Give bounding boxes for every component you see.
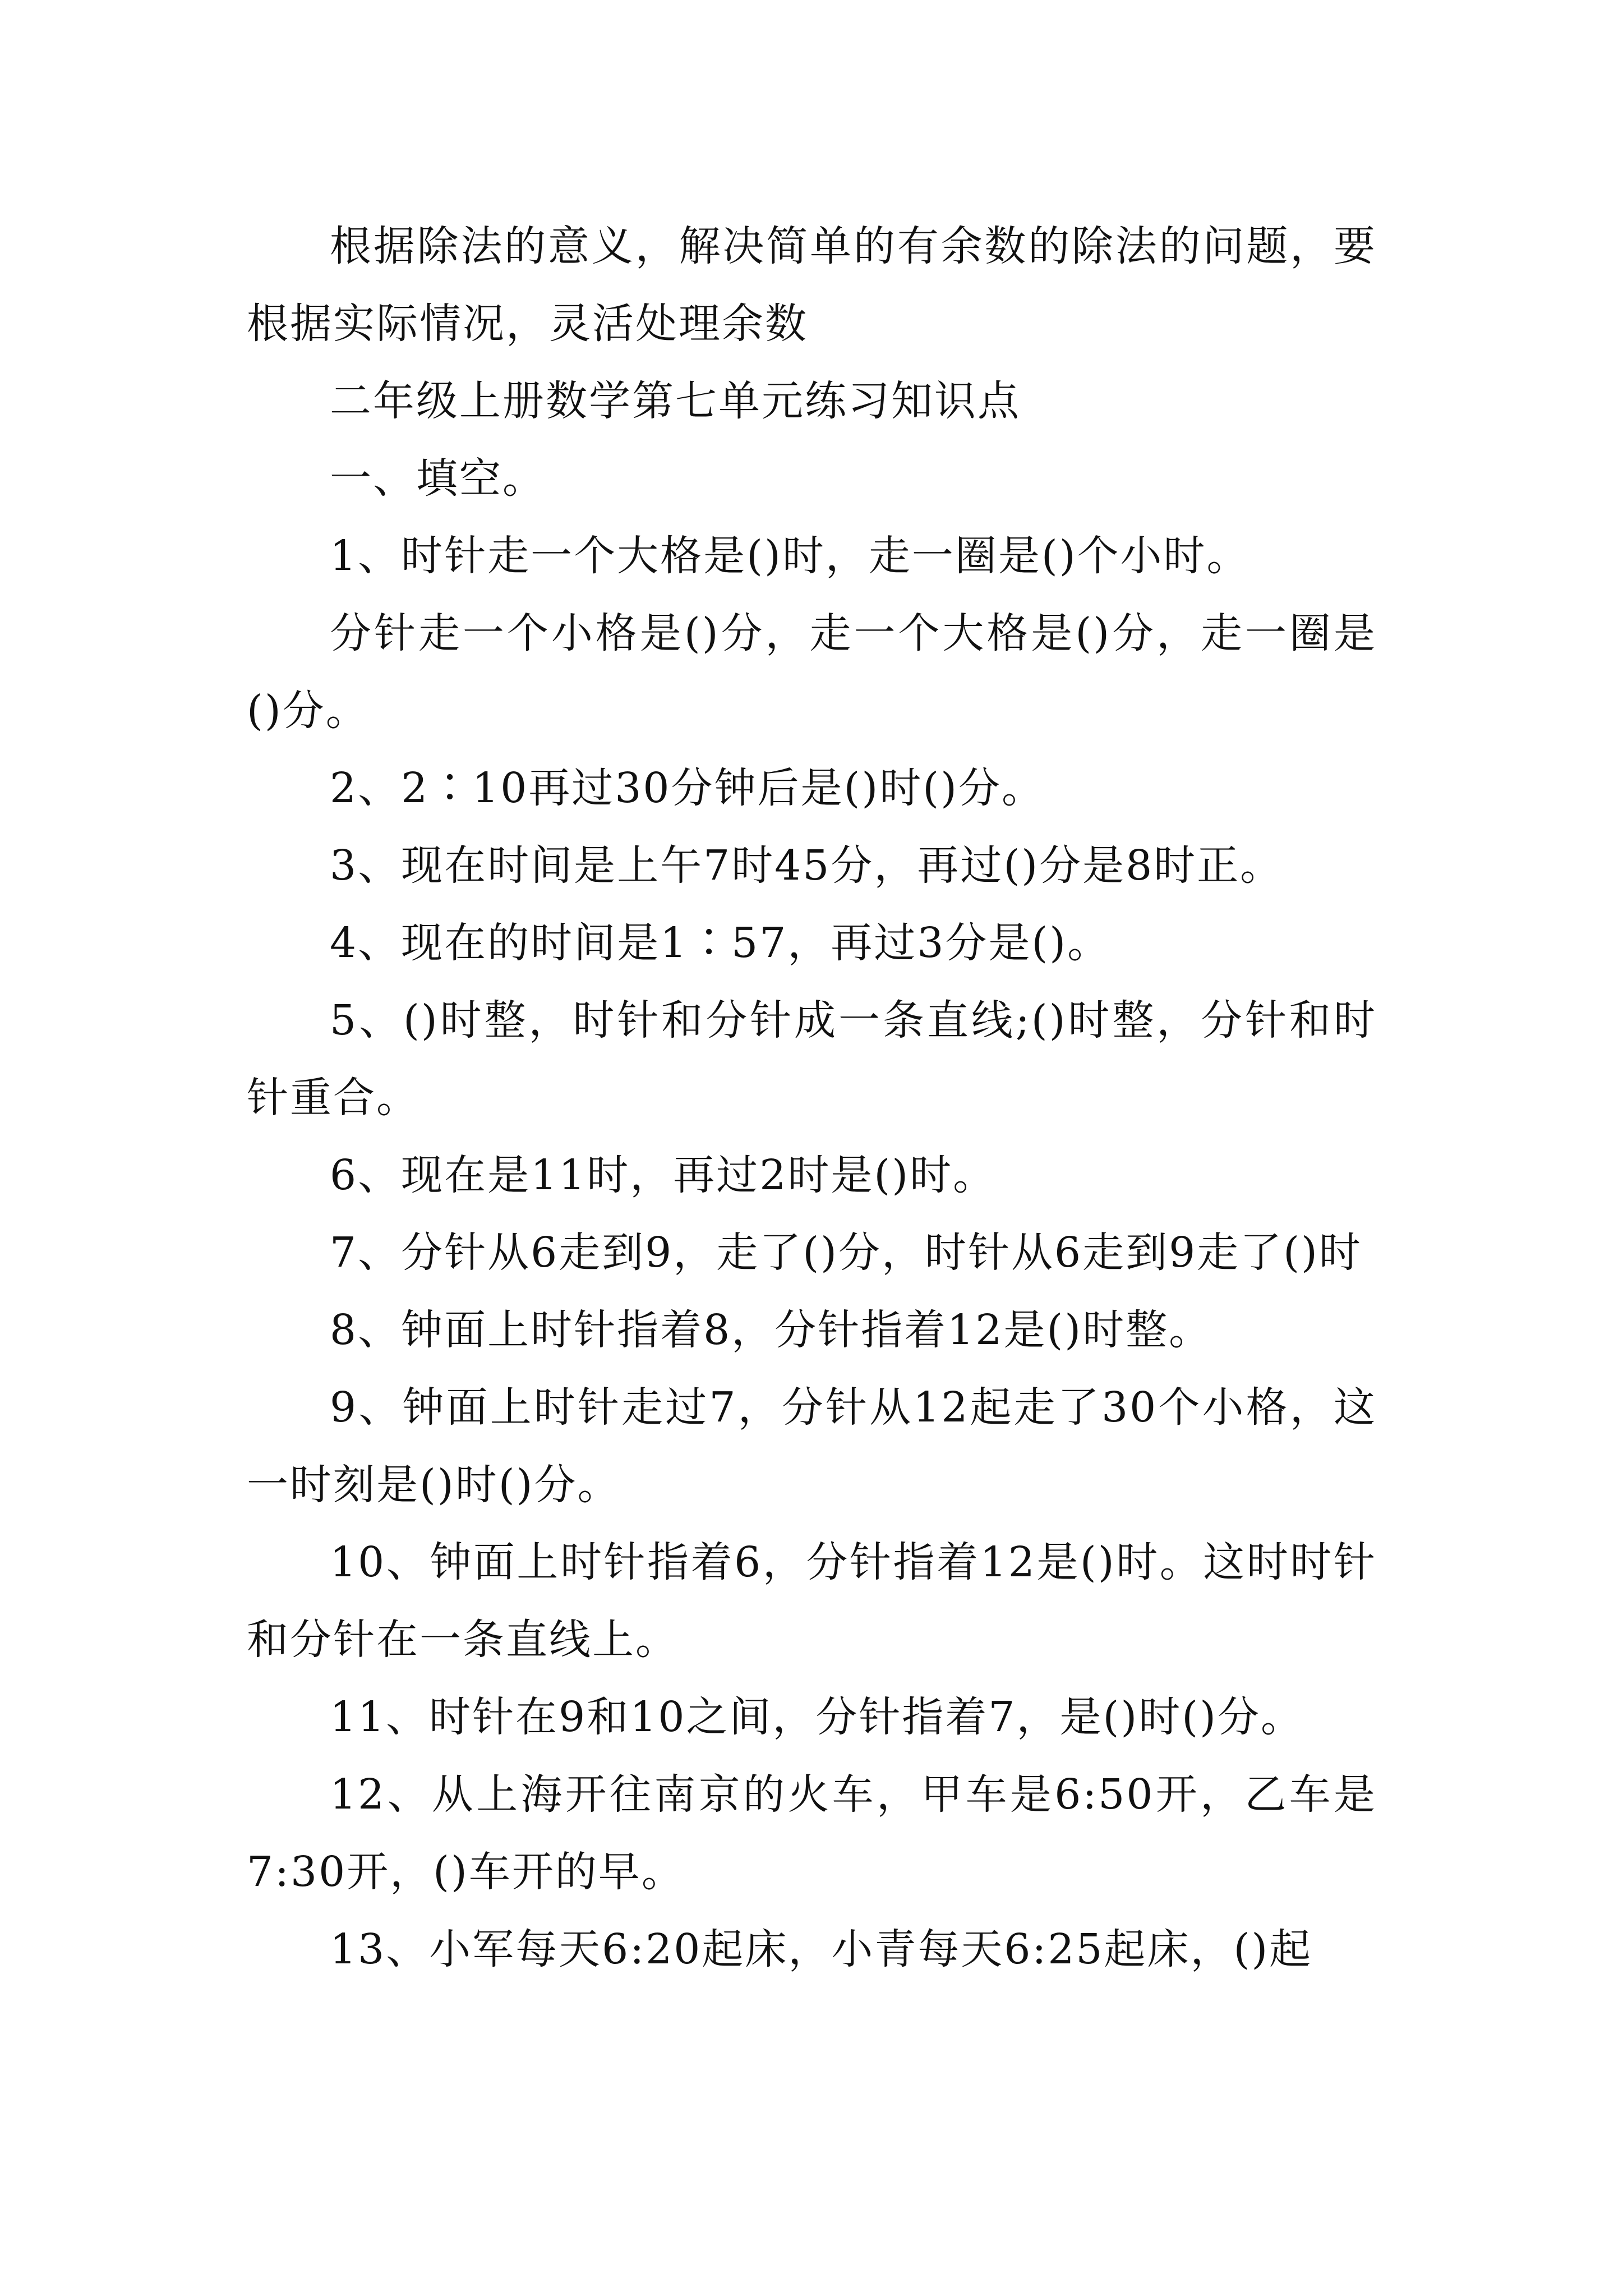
question-8: 8、钟面上时针指着8，分针指着12是()时整。: [330, 1306, 1212, 1354]
question-12: 12、从上海开往南京的火车，甲车是6:50开，乙车是7:30开，()车开的早。: [247, 1770, 1377, 1896]
question-7: 7、分针从6走到9，走了()分，时针从6走到9走了()时: [330, 1228, 1362, 1277]
question-13: 13、小军每天6:20起床，小青每天6:25起床，()起: [330, 1925, 1313, 1973]
question-9: 9、钟面上时针走过7，分针从12起走了30个小格，这一时刻是()时()分。: [247, 1383, 1377, 1509]
section-title: 二年级上册数学第七单元练习知识点: [330, 377, 1021, 425]
document-body: [247, 208, 1377, 1988]
question-6: 6、现在是11时，再过2时是()时。: [330, 1151, 997, 1199]
question-11: 11、时针在9和10之间，分针指着7，是()时()分。: [330, 1693, 1304, 1741]
question-1-continued: 分针走一个小格是()分，走一个大格是()分，走一圈是()分。: [247, 609, 1377, 735]
question-5: 5、()时整，时针和分针成一条直线;()时整，分针和时针重合。: [247, 996, 1377, 1122]
question-3: 3、现在时间是上午7时45分，再过()分是8时正。: [330, 841, 1284, 890]
question-4: 4、现在的时间是1∶57，再过3分是()。: [330, 919, 1111, 967]
question-10: 10、钟面上时针指着6，分针指着12是()时。这时时针和分针在一条直线上。: [247, 1538, 1377, 1664]
section-heading-fill-blank: 一、填空。: [330, 454, 546, 503]
paragraph-division-remainder: 根据除法的意义，解决简单的有余数的除法的问题，要根据实际情况，灵活处理余数: [247, 222, 1377, 348]
question-1: 1、时针走一个大格是()时，走一圈是()个小时。: [330, 532, 1250, 580]
question-2: 2、2∶10再过30分钟后是()时()分。: [330, 764, 1045, 812]
